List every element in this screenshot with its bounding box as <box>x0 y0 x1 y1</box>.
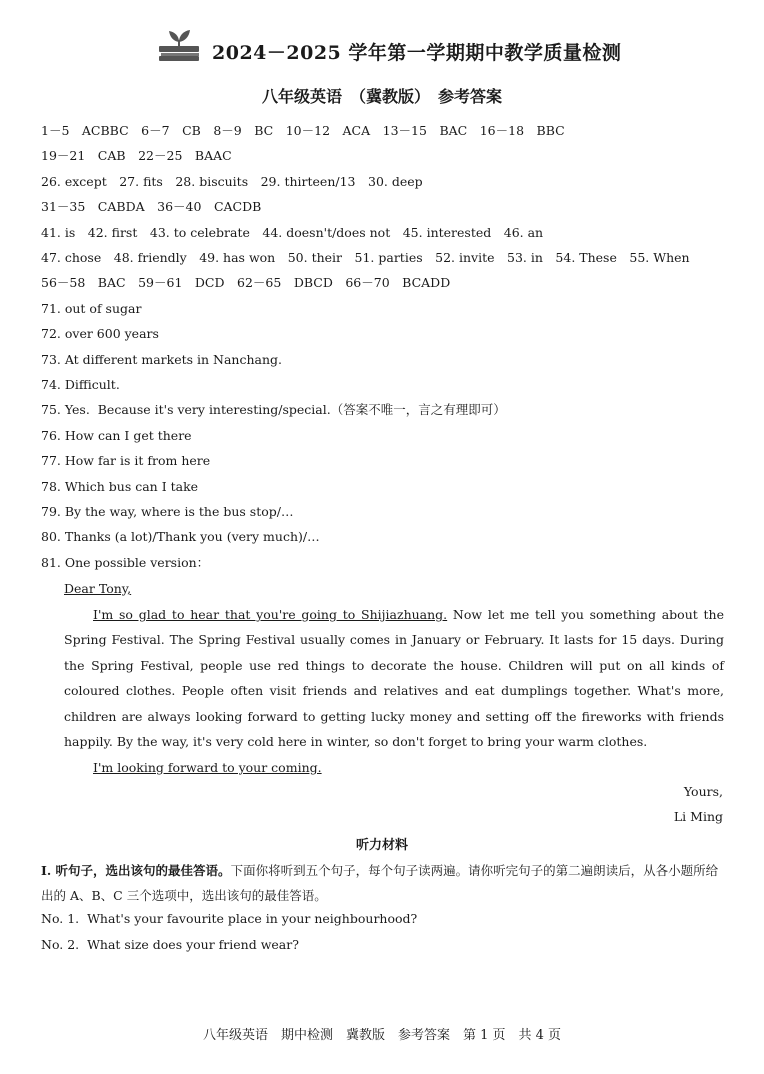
answer-line: 73. At different markets in Nanchang. <box>41 352 283 367</box>
page-footer: 八年级英语 期中检测 冀教版 参考答案 第 1 页 共 4 页 <box>202 1028 562 1043</box>
answer-line: 41. is 42. first 43. to celebrate 44. doesn't/does not 45. interested 46. an <box>41 225 544 240</box>
answer-line: 72. over 600 years <box>41 326 159 341</box>
letter-greeting-text: Dear Tony, <box>64 581 132 596</box>
answer-line: 19－21 CAB 22－25 BAAC <box>41 148 232 163</box>
listening-part-heading: Ⅰ. 听句子，选出该句的最佳答语。 <box>41 863 231 878</box>
listening-item: No. 1. What's your favourite place in your neighbourhood? <box>41 911 418 926</box>
book-sprout-logo-icon <box>157 28 201 62</box>
answer-line: 1－5 ACBBC 6－7 CB 8－9 BC 10－12 ACA 13－15 BAC 16－18 BBC <box>41 123 565 138</box>
answer-line: 47. chose 48. friendly 49. has won 50. their 51. parties 52. invite 53. in 54. These 55. When <box>41 250 690 265</box>
answer-line: 76. How can I get there <box>41 428 192 443</box>
letter-closing <box>64 755 724 780</box>
page-title: 2024－2025 学年第一学期期中教学质量检测 <box>212 42 622 64</box>
answer-line: 26. except 27. fits 28. biscuits 29. thirteen/13 30. deep <box>41 174 423 189</box>
listening-item: No. 2. What size does your friend wear? <box>41 937 299 952</box>
answer-line: 56－58 BAC 59－61 DCD 62－65 DBCD 66－70 BCADD <box>41 275 451 290</box>
answer-line: 75. Yes. Because it's very interesting/special.（答案不唯一，言之有理即可） <box>41 402 506 417</box>
letter-greeting <box>64 576 724 601</box>
listening-instructions <box>41 858 723 908</box>
answer-line: 77. How far is it from here <box>41 453 211 468</box>
letter-body-text: Now let me tell you something about the Spring Festival. The Spring Festival usually comes in January or February. It lasts for 15 days. During the Spring Festival, people use red things to decorate the house. Children will put on all kinds of coloured clothes. People often visit friends and relatives and eat dumplings together. What's more, children are always looking forward to getting lucky money and setting off the fireworks with friends happily. By the way, it's very cold here in winter, so don't forget to bring your warm clothes. <box>64 607 724 750</box>
letter-closing-line: I'm looking forward to your coming. <box>93 760 322 775</box>
letter-opening: I'm so glad to hear that you're going to Shijiazhuang. <box>93 607 448 622</box>
answer-line: 71. out of sugar <box>41 301 142 316</box>
answer-line: 81. One possible version： <box>41 555 210 570</box>
answer-line: 79. By the way, where is the bus stop/… <box>41 504 294 519</box>
listening-part-instructions: 下面你将听到五个句子，每个句子读两遍。请你听完句子的第二遍朗读后，从各小题所给出的 A、B、C 三个选项中，选出该句的最佳答语。 <box>41 863 719 903</box>
answer-line: 31－35 CABDA 36－40 CACDB <box>41 199 262 214</box>
answer-line: 80. Thanks (a lot)/Thank you (very much)/… <box>41 529 320 544</box>
answer-line: 78. Which bus can I take <box>41 479 199 494</box>
letter-body <box>64 602 724 754</box>
answer-line: 74. Difficult. <box>41 377 120 392</box>
letter-signoff: Yours, <box>683 784 723 799</box>
letter-signature: Li Ming <box>673 809 723 824</box>
page-subtitle: 八年级英语 （冀教版） 参考答案 <box>261 87 502 106</box>
listening-section-title: 听力材料 <box>355 838 408 853</box>
